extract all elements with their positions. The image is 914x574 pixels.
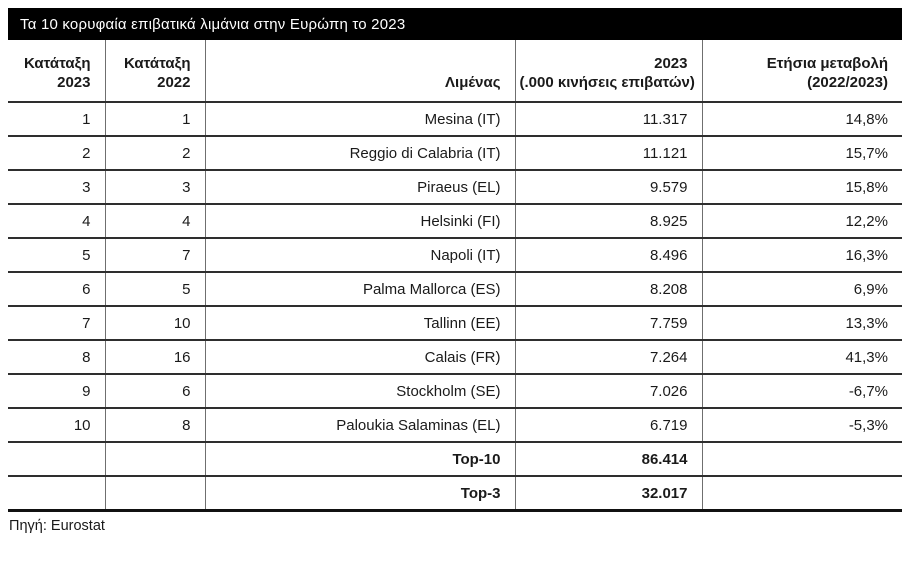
value-cell: 7.759 (515, 306, 702, 340)
rank-2022-cell: 4 (105, 204, 205, 238)
table-row (8, 136, 902, 170)
summary-row-top3 (8, 476, 902, 510)
rank-2023-cell: 9 (8, 374, 105, 408)
header-rank-2022-line1: Κατάταξη (123, 55, 191, 72)
value-cell: 7.026 (515, 374, 702, 408)
port-cell: Palma Mallorca (ES) (205, 272, 515, 306)
table-row (8, 102, 902, 136)
rank-2022-cell: 2 (105, 136, 205, 170)
change-cell: 16,3% (702, 238, 902, 272)
source-note: Πηγή: Eurostat (9, 517, 105, 534)
header-value-line2: (.000 κινήσεις επιβατών) (519, 74, 695, 92)
port-cell: Mesina (IT) (205, 102, 515, 136)
value-cell: 9.579 (515, 170, 702, 204)
summary-label: Top-10 (205, 442, 515, 476)
rank-2023-cell: 6 (8, 272, 105, 306)
change-cell: 6,9% (702, 272, 902, 306)
change-cell: 15,8% (702, 170, 902, 204)
port-cell: Piraeus (EL) (205, 170, 515, 204)
table-row (8, 170, 902, 204)
header-value (515, 40, 702, 102)
summary-value: 32.017 (515, 476, 702, 510)
change-cell: 15,7% (702, 136, 902, 170)
header-value-line1: 2023 (654, 55, 688, 72)
header-rank-2022-line2: 2022 (157, 74, 191, 92)
rank-2023-cell: 8 (8, 340, 105, 374)
header-change (702, 40, 902, 102)
value-cell: 11.317 (515, 102, 702, 136)
port-cell: Helsinki (FI) (205, 204, 515, 238)
rank-2022-cell: 8 (105, 408, 205, 442)
rank-2023-cell: 1 (8, 102, 105, 136)
summary-label: Top-3 (205, 476, 515, 510)
change-cell: 14,8% (702, 102, 902, 136)
value-cell: 7.264 (515, 340, 702, 374)
rank-2022-cell: 1 (105, 102, 205, 136)
rank-2022-cell-empty (105, 476, 205, 510)
port-cell: Napoli (IT) (205, 238, 515, 272)
rank-2022-cell: 6 (105, 374, 205, 408)
value-cell: 8.925 (515, 204, 702, 238)
rank-2022-cell: 5 (105, 272, 205, 306)
change-cell-empty (702, 442, 902, 476)
table-row (8, 408, 902, 442)
header-row (8, 40, 902, 102)
rank-2023-cell: 5 (8, 238, 105, 272)
value-cell: 11.121 (515, 136, 702, 170)
change-cell: 12,2% (702, 204, 902, 238)
header-change-line1: Ετήσια μεταβολή (766, 55, 888, 72)
rank-2023-cell-empty (8, 442, 105, 476)
summary-row-top10 (8, 442, 902, 476)
rank-2023-cell: 2 (8, 136, 105, 170)
rank-2022-cell: 16 (105, 340, 205, 374)
port-cell: Calais (FR) (205, 340, 515, 374)
rank-2022-cell: 3 (105, 170, 205, 204)
header-rank-2023 (8, 40, 105, 102)
port-cell: Reggio di Calabria (IT) (205, 136, 515, 170)
port-cell: Paloukia Salaminas (EL) (205, 408, 515, 442)
table-row (8, 238, 902, 272)
ports-table (8, 40, 902, 512)
value-cell: 8.208 (515, 272, 702, 306)
table-row (8, 204, 902, 238)
change-cell: 41,3% (702, 340, 902, 374)
change-cell: -6,7% (702, 374, 902, 408)
rank-2022-cell: 7 (105, 238, 205, 272)
header-change-line2: (2022/2023) (807, 74, 888, 92)
table-row (8, 272, 902, 306)
change-cell: -5,3% (702, 408, 902, 442)
table-row (8, 374, 902, 408)
port-cell: Tallinn (EE) (205, 306, 515, 340)
table-title-bar (8, 8, 902, 40)
header-port (205, 40, 515, 102)
table-row (8, 340, 902, 374)
rank-2023-cell: 3 (8, 170, 105, 204)
change-cell-empty (702, 476, 902, 510)
rank-2023-cell: 10 (8, 408, 105, 442)
rank-2023-cell: 4 (8, 204, 105, 238)
port-cell: Stockholm (SE) (205, 374, 515, 408)
rank-2023-cell: 7 (8, 306, 105, 340)
rank-2022-cell: 10 (105, 306, 205, 340)
table-row (8, 306, 902, 340)
value-cell: 8.496 (515, 238, 702, 272)
header-port-label: Λιμένας (445, 74, 501, 92)
change-cell: 13,3% (702, 306, 902, 340)
rank-2022-cell-empty (105, 442, 205, 476)
summary-value: 86.414 (515, 442, 702, 476)
header-rank-2022 (105, 40, 205, 102)
header-rank-2023-line1: Κατάταξη (23, 55, 91, 72)
header-rank-2023-line2: 2023 (57, 74, 91, 92)
rank-2023-cell-empty (8, 476, 105, 510)
table-title: Τα 10 κορυφαία επιβατικά λιμάνια στην Ευρώπη το 2023 (20, 15, 406, 33)
value-cell: 6.719 (515, 408, 702, 442)
